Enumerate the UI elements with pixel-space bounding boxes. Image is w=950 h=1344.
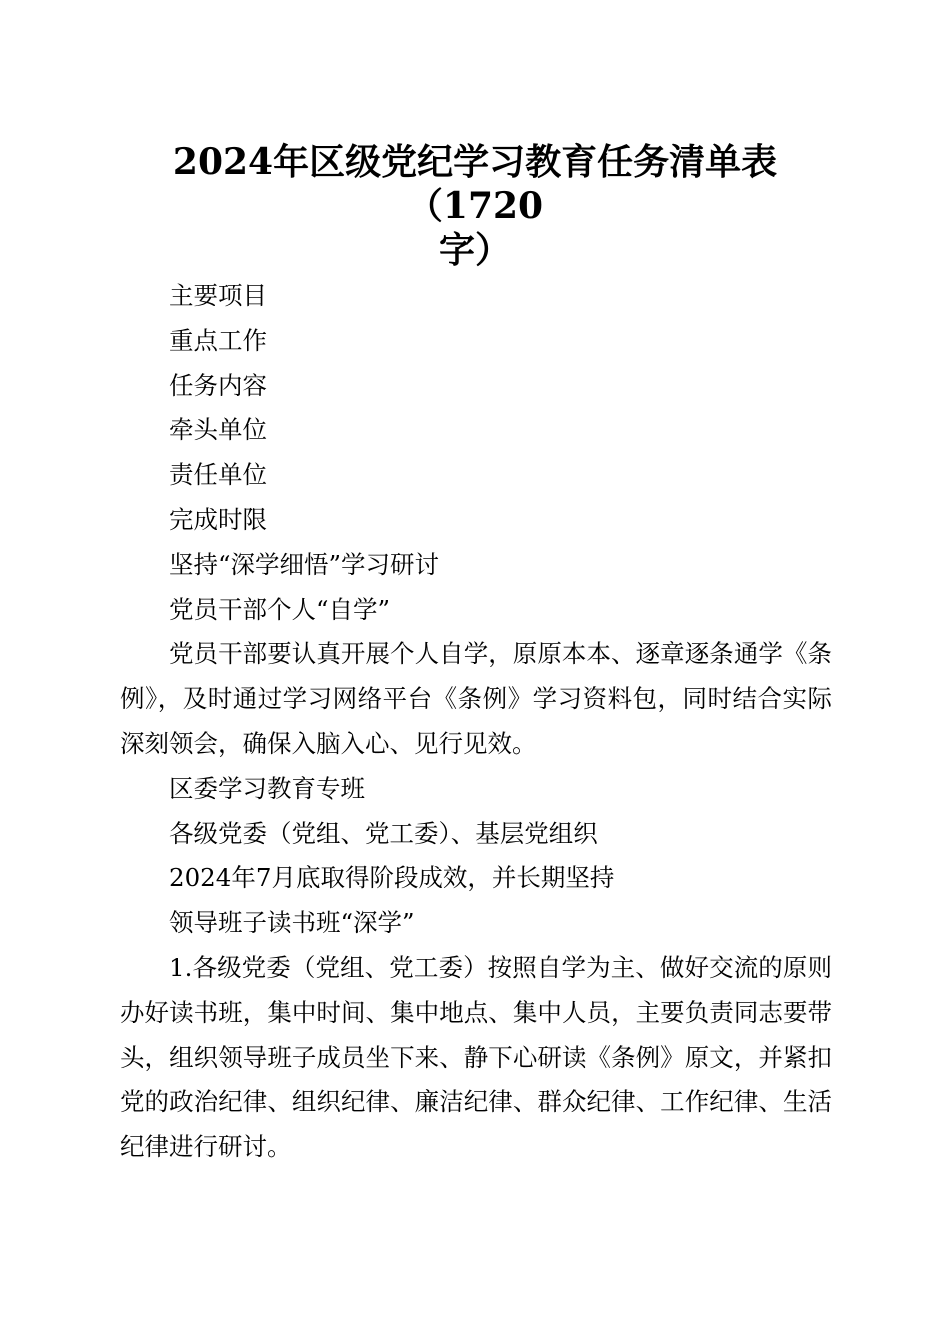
- paragraph-self-study-content: 党员干部要认真开展个人自学，原原本本、逐章逐条通学《条例》，及时通过学习网络平台《条例》学习资料包，同时结合实际深刻领会，确保入脑入心、见行见效。: [120, 639, 832, 758]
- paragraph-reading-class: 领导班子读书班“深学”: [169, 908, 415, 938]
- paragraph-main-items: 主要项目: [169, 281, 267, 310]
- paragraph-task-content: 任务内容: [169, 370, 267, 400]
- paragraph-time-limit: 2024年7月底取得阶段成效，并长期坚持: [169, 863, 615, 893]
- paragraph-party-committees: 各级党委（党组、党工委）、基层党组织: [169, 818, 598, 848]
- paragraph-reading-class-content: 1.各级党委（党组、党工委）按照自学为主、做好交流的原则办好读书班，集中时间、集中地点、集中人员，主要负责同志要带头，组织领导班子成员坐下来、静下心研读《条例》原文，并紧扣党的政治纪律、组织纪律、廉洁纪律、群众纪律、工作纪律、生活纪律进行研讨。: [120, 952, 832, 1162]
- paragraph-study-seminar: 坚持“深学细悟”学习研讨: [169, 549, 440, 579]
- document-title: [110, 140, 840, 272]
- title-line-1: 2024年区级党纪学习教育任务清单表（1720: [172, 141, 778, 227]
- paragraph-key-work: 重点工作: [169, 325, 267, 355]
- paragraph-responsible-unit: 责任单位: [169, 460, 267, 490]
- title-line-2: 字）: [438, 229, 511, 271]
- paragraph-lead-unit: 牵头单位: [169, 415, 267, 445]
- paragraph-special-class: 区委学习教育专班: [169, 773, 365, 803]
- paragraph-deadline: 完成时限: [169, 504, 267, 534]
- document-body: [120, 274, 832, 1170]
- paragraph-self-study: 党员干部个人“自学”: [169, 594, 391, 624]
